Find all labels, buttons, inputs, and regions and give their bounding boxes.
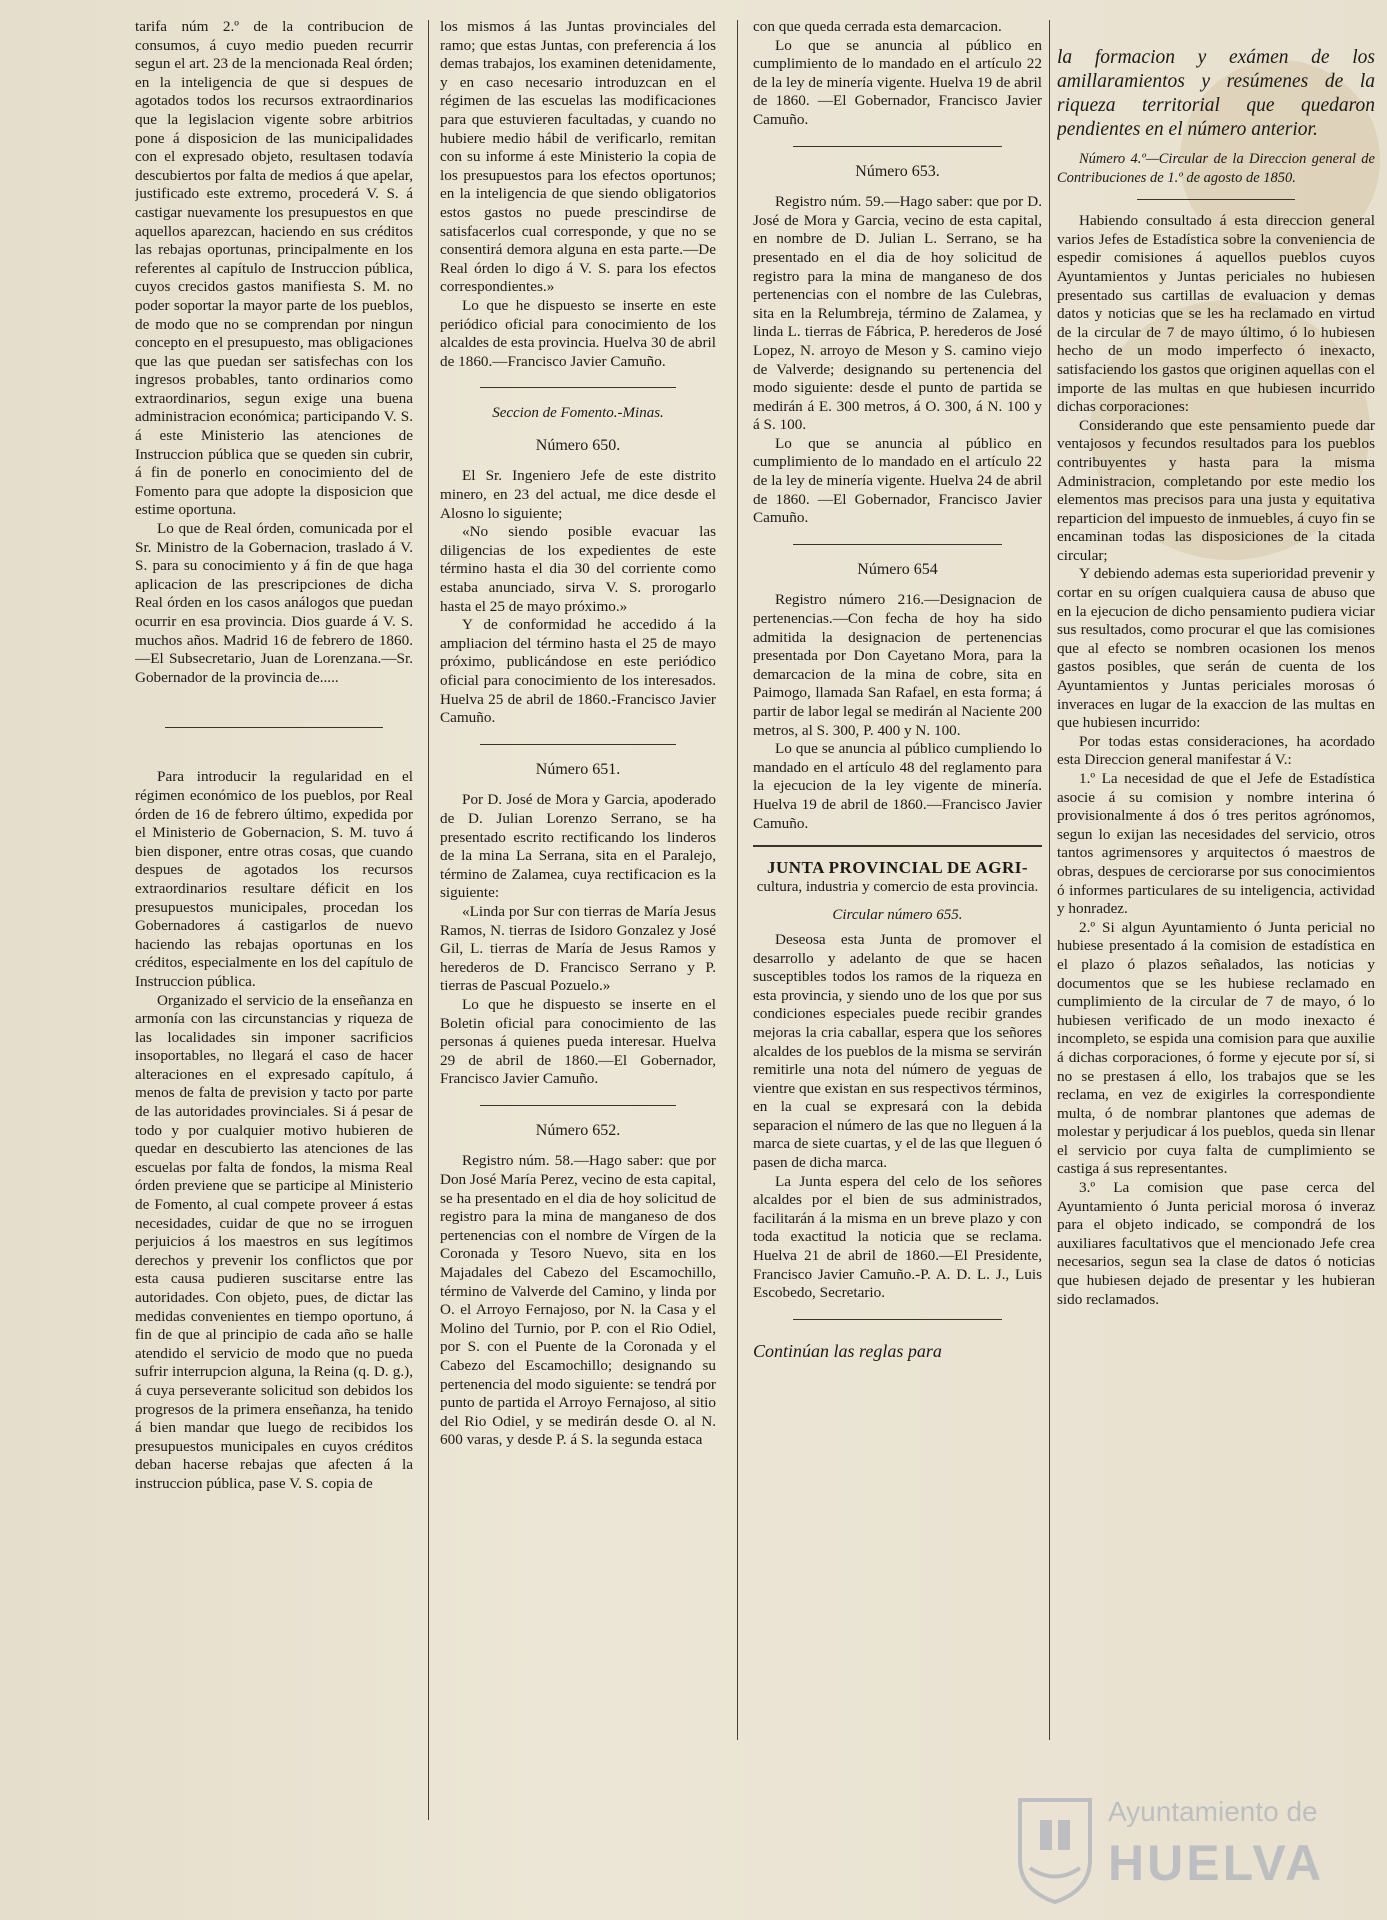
- paragraph: Registro núm. 58.—Hago saber: que por Don José María Perez, vecino de esta capital, se ha presentado en el dia de hoy solicitud de registro para la mina de manganeso de dos pertenencias con el nombre de Vírgen de la Coronada y Tesoro Nuevo, sita en los Majadales del Cabezo del Escamochillo, término de Valverde del Camino, y linda por O. el Arroyo Fernajoso, por N. la Casa y el Molino del Turnio, por P. con el Rio Odiel, por S. con el Puente de la Coronada y el Cabezo del Escamochillo; designando su pertenencia del modo siguiente: se tendrá por punto de partida el Arroyo Fernajoso, al sitio del Rio Odiel, y se medirán desde O. al N. 600 varas, y desde P. á S. la segunda estaca: [440, 1152, 716, 1449]
- paragraph: 3.º La comision que pase cerca del Ayuntamiento ó Junta pericial morosa ó inveraz para el objeto indicado, se compondrá de los auxiliares facultativos que el mencionado Jefe crea necesarios, segun sea la clase de datos ó noticias que hubiesen dejado de presentar y les hubieran sido reclamados.: [1057, 1179, 1375, 1308]
- notice-number: Número 652.: [535, 1121, 621, 1139]
- junta-subheading: cultura, industria y comercio de esta provincia.: [756, 878, 1039, 895]
- paragraph: Para introducir la regularidad en el régimen económico de los pueblos, por Real órden de 16 de febrero último, expedida por el Ministerio de Gobernacion, S. M. tuvo á bien disponer, entre otras cosas, que cuando despues de agotados los recursos extraordinarios resultare déficit en los presupuestos municipales, procedan los Gobernadores á castigarlos de nuevo haciendo las rebajas oportunas en los créditos, especialmente en los del capítulo de Instruccion pública.: [135, 768, 413, 990]
- paragraph: 2.º Si algun Ayuntamiento ó Junta pericial no hubiese presentado á la comision de estadística en el plazo ó plazos señalados, las noticias y documentos que se les hubiese reclamado en cumplimiento de la circular de 7 de mayo, ó lo hubiesen verificado de un modo inexacto é incompleto, se espida una comision para que auxilie á dichas corporaciones, ó forme y ejecute por sí, si no se prestasen á ello, los trabajos que se les reclama, en vez de exigirles la correspondiente multa, ó de nombrar plantones que ademas de molestar y perjudicar á los pueblos, queda sin llenar el servicio por cuya falta de cumplimiento se castiga á sus representantes.: [1057, 918, 1375, 1178]
- paragraph: «No siendo posible evacuar las diligencias de los expedientes de este término hasta el dia 30 del corriente como estaba anunciado, sirva V. S. prorogarlo hasta el 25 de mayo próximo.»: [440, 523, 716, 615]
- paragraph: los mismos á las Juntas provinciales del ramo; que estas Juntas, con preferencia á los demas trabajos, los examinen detenidamente, y en caso necesario introduzcan en el régimen de las escuelas las modificaciones para que estuvieren facultadas, y cuando no hubiere medio hábil de verificarlo, remitan con su informe á este Ministerio la copia de los presupuestos para los efectos oportunos; en la inteligencia de que siendo obligatorios estos gastos no puede prescindirse de satisfacerlos cual corresponde, y que no se consentirá demora alguna en esta parte.—De Real órden lo digo á V. S. para los efectos correspondientes.»: [440, 18, 716, 296]
- watermark-line2: HUELVA: [1108, 1835, 1325, 1891]
- junta-heading: JUNTA PROVINCIAL DE AGRI-: [766, 858, 1029, 878]
- notice-number: Número 654: [857, 560, 938, 578]
- paragraph: Lo que de Real órden, comunicada por el Sr. Ministro de la Gobernacion, traslado á V. S. para su conocimiento y á fin de que haga aplicacion de las prescripciones de dicha Real órden en los casos análogos que puedan ocurrir en esa provincia. Dios guarde á V. S. muchos años. Madrid 16 de febrero de 1860.—El Subsecretario, Juan de Lorenzana.—Sr. Gobernador de la provincia de.....: [135, 520, 413, 686]
- separator: [480, 744, 676, 745]
- column-3: [753, 18, 1042, 1818]
- paragraph: Y debiendo ademas esta superioridad prevenir y cortar en su orígen cualquiera causa de abuso que en la ejecucion de dicho pensamiento pudiera viciar sus resultados, como procurar el que las comisiones que al efecto se nombren ocasionen los menos gastos posibles, que serán de cuenta de los Ayuntamientos y Juntas periciales morosas ó inveraces en lugar de la exaccion de las multas en que hubiesen incurrido:: [1057, 565, 1375, 732]
- paragraph: Y de conformidad he accedido á la ampliacion del término hasta el 25 de mayo próximo, publicándose en este periódico oficial para conocimiento de los interesados. Huelva 25 de abril de 1860.-Francisco Javier Camuño.: [440, 616, 716, 727]
- column-divider: [428, 20, 429, 1820]
- paragraph: Por D. José de Mora y Garcia, apoderado de D. Julian Lorenzo Serrano, se ha presentado escrito rectificando los linderos de la mina La Serrana, sita en el Paralejo, término de Zalamea, cuya rectificacion es la siguiente:: [440, 791, 716, 902]
- notice-number: Número 653.: [855, 162, 940, 180]
- paragraph: 1.º La necesidad de que el Jefe de Estadística asocie á su comision y nombre interina ó provisionalmente á dos ó tres peritos agrónomos, segun lo exijan las necesidades del servicio, otros tantos agrimensores y arquitectos ó maestros de obras, despues de cerciorarse por sus conocimientos ó informes particulares de su inteligencia, actividad y honradez.: [1057, 770, 1375, 918]
- watermark-line1: Ayuntamiento de: [1108, 1796, 1318, 1827]
- paragraph: Por todas estas consideraciones, ha acordado esta Direccion general manifestar á V.:: [1057, 732, 1375, 769]
- paragraph: Considerando que este pensamiento puede dar ventajosos y fecundos resultados para los pueblos contribuyentes y hasta para la misma Administracion, completando por este medio los elementos mas precisos para una justa y equitativa reparticion del impuesto de inmuebles, á cuyo fin se encaminan todas las disposiciones de la citada circular;: [1057, 416, 1375, 564]
- column-divider: [1049, 20, 1050, 1740]
- paragraph: tarifa núm 2.º de la contribucion de consumos, á cuyo medio pueden recurrir segun el art. 23 de la mencionada Real órden; en la inteligencia de que si despues de agotados todos los recursos extraordinarios que la legislacion vigente sobre arbitrios pone á disposicion de las municipalidades con el expresado objeto, resultasen todavía descubiertos por falta de medios á que apelar, justificado este extremo, procederá V. S. á castigar nuevamente los presupuestos en que aquellos aparezcan, haciendo en sus créditos las rebajas oportunas, principalmente en los referentes al capítulo de Instruccion pública, cuyos crecidos gastos manifiesta S. M. no poder soportar la mayor parte de los pueblos, de modo que no se comprendan por ningun concepto en el presupuesto, mas obligaciones que las que puedan ser satisfechas con los ingresos probables, tanto ordinarios como extraordinarios, segun exige una buena administracion económica; participando V. S. á este Ministerio las atenciones de Instruccion pública que se queden sin cubrir, á fin de ponerlo en conocimiento del de Fomento para que adopte la disposicion que estime oportuna.: [135, 18, 413, 519]
- coat-of-arms-icon: [1010, 1790, 1100, 1905]
- separator: [793, 544, 1002, 545]
- paragraph: Habiendo consultado á esta direccion general varios Jefes de Estadística sobre la conveniencia de espedir comisiones á aquellos pueblos cuyos Ayuntamientos y Juntas periciales no hubiesen presentado sus cartillas de evaluacion y demas datos y noticias que se les ha reclamado en virtud de la circular de 7 de mayo último, ó lo hubiesen hecho de un modo imperfecto ó inexacto, satisfaciendo los gastos que originen aquellas con el importe de las multas en que hubiesen incurrido dichas corporaciones:: [1057, 212, 1375, 416]
- separator: [480, 1105, 676, 1106]
- paragraph: Lo que he dispuesto se inserte en este periódico oficial para conocimiento de los alcaldes de esta provincia. Huelva 30 de abril de 1860.—Francisco Javier Camuño.: [440, 296, 716, 370]
- paragraph: Lo que he dispuesto se inserte en el Boletin oficial para conocimiento de las personas á quienes pueda interesar. Huelva 29 de abril de 1860.—El Gobernador, Francisco Javier Camuño.: [440, 995, 716, 1088]
- column-1: [135, 18, 413, 1818]
- notice-number: Número 650.: [535, 436, 621, 454]
- ayuntamiento-watermark: [1000, 1790, 1370, 1910]
- paragraph: «Linda por Sur con tierras de María Jesus Ramos, N. tierras de Isidoro Gonzalez y José Gil, L. tierras de María de Jesus Ramos y herederos de D. Francisco Serrano y P. tierras de Pascual Pozuelo.»: [440, 902, 716, 995]
- separator-double: [753, 845, 1042, 847]
- section-heading: Seccion de Fomento.-Minas.: [492, 405, 664, 422]
- paragraph: Deseosa esta Junta de promover el desarrollo y adelanto de que se hacen susceptibles todos los ramos de la riqueza en esta provincia, y siendo uno de los que por sus condiciones especiales puede recibir grandes mejoras la cria caballar, espera que los señores alcaldes de los pueblos de la misma se servirán remitirle una nota del número de yeguas de vientre que existan en sus respectivos términos, en la cual se expresará con la debida separacion el número de las que no lleguen á la marca de siete cuartas, y el de las que lleguen ó pasen de dicha marca.: [753, 930, 1042, 1172]
- separator: [1137, 199, 1295, 200]
- circular-heading: Circular número 655.: [832, 907, 963, 924]
- paragraph: Lo que se anuncia al público cumpliendo lo mandado en el artículo 48 del reglamento para la ejecucion de la ley vigente de minería. Huelva 19 de abril de 1860.—Francisco Javier Camuño.: [753, 740, 1042, 832]
- continuation-note: Continúan las reglas para: [753, 1340, 942, 1361]
- separator: [480, 387, 676, 388]
- paragraph: El Sr. Ingeniero Jefe de este distrito minero, en 23 del actual, me dice desde el Alosno lo siguiente;: [440, 467, 716, 522]
- column-divider: [737, 20, 738, 1740]
- paragraph: Registro núm. 59.—Hago saber: que por D. José de Mora y Garcia, vecino de esta capital, en nombre de D. Julian L. Serrano, se ha presentado en el dia de hoy solicitud de registro para la mina de manganeso de dos pertenencias con el nombre de las Culebras, sita en la Relumbreja, término de Zalamea, y linda L. tierras de Fábrica, P. herederos de José Lopez, N. arroyo de Meson y S. camino viejo de Valverde; designando su pertenencia del modo siguiente: desde el punto de partida se medirán á E. 300 metros, á O. 300, á N. 100 y á S. 100.: [753, 193, 1042, 434]
- circular-heading: Número 4.º—Circular de la Direccion general de Contribuciones de 1.º de agosto de 1850.: [1057, 151, 1375, 186]
- separator: [793, 146, 1002, 147]
- paragraph: Registro número 216.—Designacion de pertenencias.—Con fecha de hoy ha sido admitida la designacion de pertenencias presentada por Don Cayetano Mora, para la demarcacion de la mina de cobre, sita en Paimogo, llamada San Rafael, en esta forma; á partir de labor legal se medirán al Naciente 200 metros, al S. 300, P. 400 y N. 100.: [753, 591, 1042, 739]
- column-4: [1057, 18, 1375, 1818]
- section-title: la formacion y exámen de los amillaramientos y resúmenes de la riqueza territorial que quedaron pendientes en el número anterior.: [1057, 47, 1375, 140]
- separator: [165, 727, 383, 728]
- notice-number: Número 651.: [535, 760, 621, 778]
- paragraph: Lo que se anuncia al público en cumplimiento de lo mandado en el artículo 22 de la ley de minería vigente. Huelva 19 de abril de 1860. —El Gobernador, Francisco Javier Camuño.: [753, 36, 1042, 128]
- paragraph: La Junta espera del celo de los señores alcaldes por el bien de sus administrados, facilitarán á la misma en un breve plazo y con toda exactitud la noticia que se reclama. Huelva 21 de abril de 1860.—El Presidente, Francisco Javier Camuño.-P. A. D. L. J., Luis Escobedo, Secretario.: [753, 1172, 1042, 1302]
- column-2: [440, 18, 716, 1818]
- paragraph: con que queda cerrada esta demarcacion.: [753, 18, 1002, 35]
- paragraph: Lo que se anuncia al público en cumplimiento de lo mandado en el artículo 22 de la ley de minería vigente. Huelva 24 de abril de 1860. —El Gobernador, Francisco Javier Camuño.: [753, 434, 1042, 527]
- separator: [793, 1319, 1002, 1320]
- paragraph: Organizado el servicio de la enseñanza en armonía con las circunstancias y riqueza de las localidades sin imponer sacrificios insoportables, no llegará el caso de hacer alteraciones en el expresado capítulo, á menos de falta de prevision y tacto por parte de las autoridades provinciales. Si á pesar de todo y por cualquier motivo hubieren de quedar en descubierto las atenciones de las escuelas por falta de fondos, la misma Real órden previene que se participe al Ministerio de Fomento, al cual compete proveer á estas necesidades, cuidar de que no se irroguen perjuicios á los maestros en sus legítimos derechos y prevenir los conflictos que por esta causa pudieren suscitarse entre las autoridades. Con objeto, pues, de dictar las medidas convenientes en tiempo oportuno, á fin de que al principio de cada año se halle atendido el servicio de modo que no pueda sufrir interrupcion alguna, la Reina (q. D. g.), á cuya perseverante solicitud son debidos los progresos de la primera enseñanza, ha tenido á bien mandar que luego de recibidos los presupuestos municipales en cuyos créditos deban hacerse rebajas que afecten á la instruccion pública, pase V. S. copia de: [135, 991, 413, 1492]
